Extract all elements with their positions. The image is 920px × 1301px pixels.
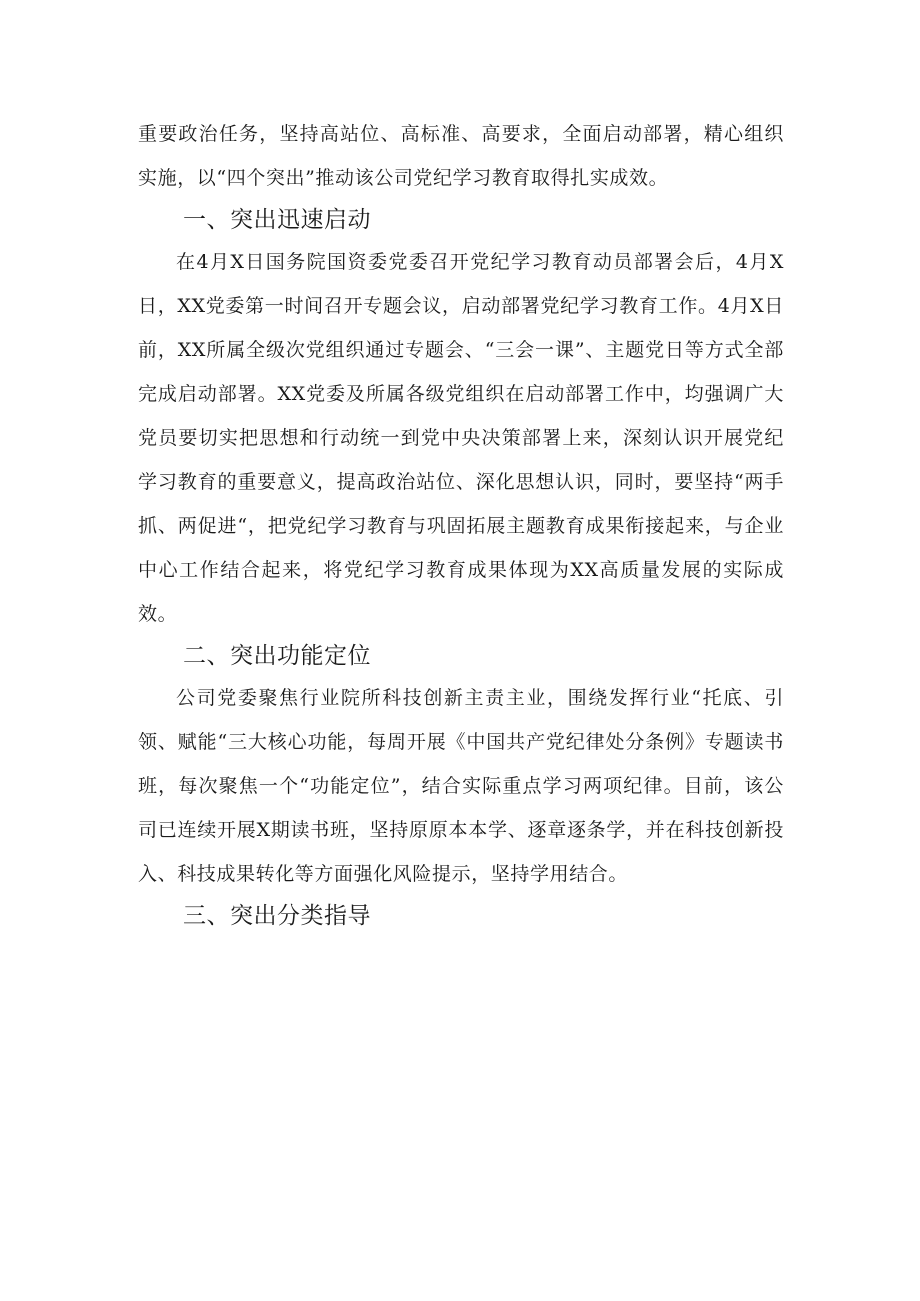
paragraph-intro-continuation: 重要政治任务，坚持高站位、高标准、高要求，全面启动部署，精心组织实施，以“四个突出”推动该公司党纪学习教育取得扎实成效。 [138,123,784,189]
paragraph-section-1: 在4月X日国务院国资委党委召开党纪学习教育动员部署会后，4月X日，XX党委第一时间召开专题会议，启动部署党纪学习教育工作。4月X日前，XX所属全级次党组织通过专题会、“三会一课”、主题党日等方式全部完成启动部署。XX党委及所属各级党组织在启动部署工作中，均强调广大党员要切实把思想和行动统一到党中央决策部署上来，深刻认识开展党纪学习教育的重要意义，提高政治站位、深化思想认识，同时，要坚持“两手抓、两促进“，把党纪学习教育与巩固拓展主题教育成果衔接起来，与企业中心工作结合起来，将党纪学习教育成果体现为XX高质量发展的实际成效。 [138,251,784,625]
paragraph-section-2: 公司党委聚焦行业院所科技创新主责主业，围绕发挥行业“托底、引领、赋能“三大核心功能，每周开展《中国共产党纪律处分条例》专题读书班，每次聚焦一个“功能定位”，结合实际重点学习两项纪律。目前，该公司已连续开展X期读书班，坚持原原本本学、逐章逐条学，并在科技创新投入、科技成果转化等方面强化风险提示，坚持学用结合。 [138,687,784,885]
document-body [138,112,784,936]
section-heading-1: 一、突出迅速启动 [183,207,371,233]
section-heading-3: 三、突出分类指导 [183,903,371,929]
section-heading-2: 二、突出功能定位 [183,643,371,669]
